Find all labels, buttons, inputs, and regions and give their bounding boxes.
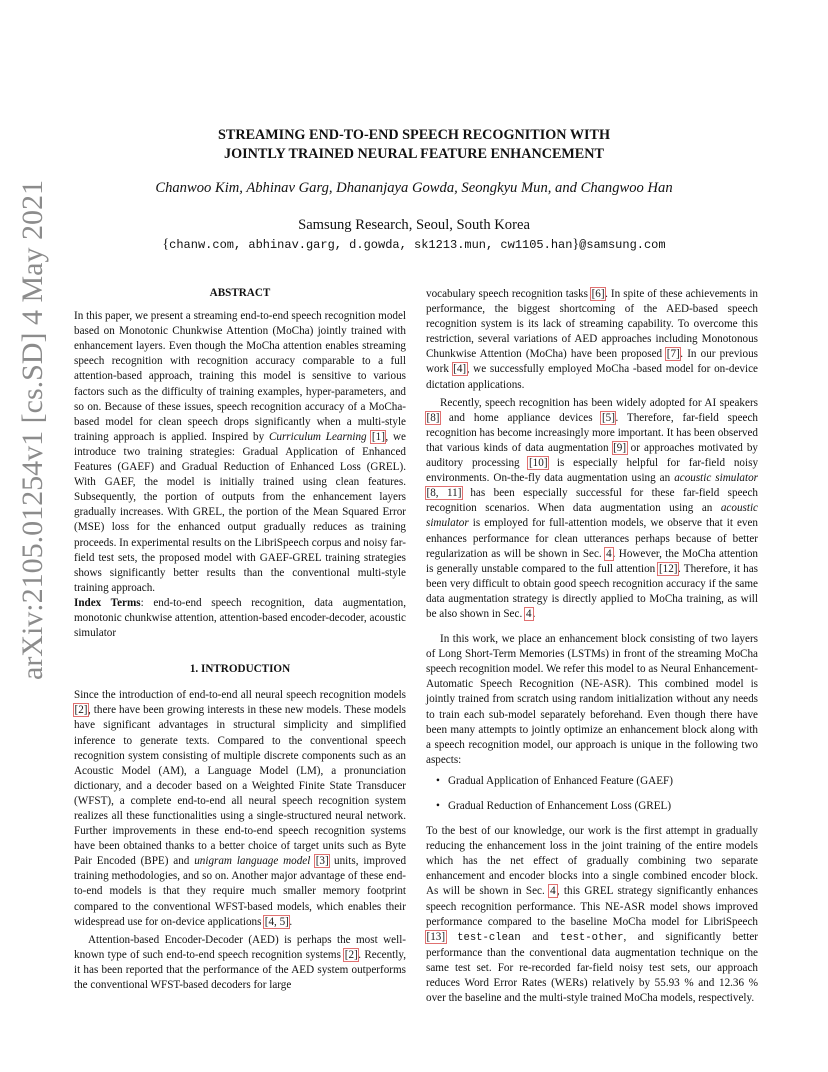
arxiv-identifier: arXiv:2105.01254v1 [cs.SD] 4 May 2021	[16, 180, 49, 680]
text-span: . Therefore, it has been very difficult to obtain good speech recognition accuracy if the same data augmentation strategy is directly applied to MoCha training, as will be also shown in Sec.	[426, 562, 758, 620]
text-span: . Recently, it has been reported that the performance of the AED system outperforms the conventional WFST-based decoders for large	[74, 948, 406, 992]
text-span: , and significantly better performance than the conventional data augmentation technique on the same test set. For re-recorded far-field noisy test sets, our approach reduces Word Error Rates (WERs) relatively by 55.93 % and 12.36 % over the baseline and the multi-style trained MoCha models, respectively.	[426, 930, 758, 1005]
text-span: is employed for full-attention models, we observe that it even enhances performance for clean utterances perhaps because of better regularization as will be shown in Sec.	[426, 517, 758, 560]
text-span: . In spite of these achievements in performance, the biggest shortcoming of the AED-based speech recognition system is its lack of streaming capability. To overcome this restriction, several variations of AED approaches including Monotonous Chunkwise Attention (MoCha) have been proposed	[426, 288, 758, 361]
intro-paragraph: In this work, we place an enhancement block consisting of two layers of Long Short-Term Memories (LSTMs) in front of the streaming MoCha speech recognition model. We refer this model to as Neural Enhancement-Automatic Speech Recognition (NE-ASR). This combined model is jointly trained from scratch using random initialization without any needs to train each sub-model separately beforehand. Even though there have been many attempts to jointly optimize an enhancement block along with a speech recognition model, our approach is unique in the following two aspects:	[426, 633, 758, 766]
citation-link[interactable]: [3]	[315, 855, 329, 868]
section-link[interactable]: 4	[606, 547, 612, 560]
title-line: STREAMING END-TO-END SPEECH RECOGNITION WITH	[217, 127, 611, 143]
emphasis-span: acoustic simulator	[426, 502, 758, 530]
intro-paragraph	[74, 688, 406, 930]
text-span: or approaches motivated by auditory processing	[426, 441, 758, 470]
text-span: , this GREL strategy significantly enhances speech recognition performance. This NE-ASR model shows improved performance compared to the baseline MoCha model for LibriSpeech	[426, 885, 758, 928]
email-names: chanw.com, abhinav.garg, d.gowda, sk1213.mun, cw1105.han	[169, 238, 573, 252]
abstract-span: In this paper, we present a streaming end-to-end speech recognition model based on Monotonic Chunkwise Attention (MoCha) jointly trained with enhancement layers. Even though the MoCha attention enables streaming speech recognition with recognition accuracy comparable to a full attention-based approach, training this model is sensitive to various factors such as the difficulty of training examples, hyper-parameters, and so on. Because of these issues, speech recognition accuracy of a MoCha-based model for clean speech drops significantly when a multi-style training approach is applied. Inspired by	[74, 310, 406, 443]
section-link[interactable]: 4	[550, 885, 556, 898]
list-item: • Gradual Reduction of Enhancement Loss (GREL)	[448, 799, 758, 814]
emphasis-span: acoustic simulator	[674, 472, 759, 485]
citation-link[interactable]: [12]	[658, 562, 678, 575]
text-span: .	[532, 607, 536, 620]
right-column	[426, 287, 758, 1006]
text-span: .	[289, 915, 293, 928]
index-terms-label: Index Terms	[74, 596, 141, 609]
list-item: • Gradual Application of Enhanced Feature (GAEF)	[448, 774, 758, 789]
brace-close: }	[572, 237, 580, 252]
brace-open: {	[162, 237, 170, 252]
text-span: vocabulary speech recognition tasks	[426, 288, 592, 300]
text-span: and	[520, 930, 560, 943]
index-terms	[74, 596, 406, 641]
intro-paragraph	[426, 824, 758, 1006]
citation-link[interactable]: [5]	[601, 411, 615, 424]
text-span: . In our previous work	[426, 348, 759, 376]
abstract-emphasis: Curriculum Learning	[268, 430, 367, 443]
text-span: and home appliance devices	[440, 411, 602, 424]
citation-link[interactable]: [6]	[591, 288, 605, 300]
citation-link[interactable]: [8]	[426, 411, 440, 424]
text-span: To the best of our knowledge, our work is the first attempt in gradually reducing the enhancement loss in the joint training of the entire models which has the net effect of gradually combining two separate enhancement and encoder blocks into a single combined encoder block. As will be shown in Sec.	[426, 825, 758, 898]
aspect-list	[426, 774, 758, 814]
text-span: , there have been growing interests in these new models. These models have significant advantages in structural simplicity and simplified inference to generate texts. Compared to the conventional speech recognition system consisting of multiple discrete components such as an Acoustic Model (AM), a Language Model (LM), a pronunciation dictionary, and a decoder based on a Weighted Finite State Transducer (WFST), a complete end-to-end all neural speech recognition system realizes all these functionalities using a single-structured neural network. Further improvements in these end-to-end speech recognition systems have been obtained thanks to a better choice of target units such as Byte Pair Encoded (BPE) and	[74, 704, 406, 868]
code-span: test-other	[559, 931, 624, 944]
affiliation: Samsung Research, Seoul, South Korea	[298, 217, 530, 233]
citation-link[interactable]: [2]	[74, 704, 88, 717]
text-span: Attention-based Encoder-Decoder (AED) is perhaps the most well-known type of such end-to-end speech recognition systems	[74, 933, 406, 961]
citation-link[interactable]: [8, 11]	[426, 487, 462, 500]
paper-title	[100, 126, 728, 164]
section-link[interactable]: 4	[526, 607, 532, 620]
citation-link[interactable]: [1]	[371, 430, 385, 443]
text-span: . However, the MoCha attention is generally unstable compared to the full attention	[426, 547, 758, 575]
code-span: test-clean	[457, 931, 521, 944]
email-domain: @samsung.com	[579, 238, 666, 252]
abstract-heading: ABSTRACT	[209, 287, 271, 299]
citation-link[interactable]: [4]	[453, 363, 467, 376]
introduction-heading: 1. INTRODUCTION	[189, 663, 291, 676]
citation-link[interactable]: [4, 5]	[264, 915, 289, 928]
citation-link[interactable]: [9]	[613, 441, 627, 454]
citation-link[interactable]: [13]	[426, 930, 446, 943]
title-line: JOINTLY TRAINED NEURAL FEATURE ENHANCEMENT	[224, 146, 604, 162]
left-column	[74, 286, 406, 993]
text-span: , we successfully employed MoCha -based model for on-device dictation applications.	[426, 363, 758, 391]
citation-link[interactable]: [7]	[666, 348, 680, 361]
text-span: Since the introduction of end-to-end all neural speech recognition models	[74, 689, 406, 702]
emphasis-span: unigram language model	[194, 855, 311, 868]
index-terms-text: : end-to-end speech recognition, data augmentation, monotonic chunkwise attention, attention-based encoder-decoder, acoustic simulator	[74, 596, 406, 640]
intro-paragraph	[426, 287, 758, 393]
citation-link[interactable]: [10]	[528, 457, 548, 470]
citation-link[interactable]: [2]	[344, 948, 358, 961]
intro-paragraph	[426, 396, 758, 622]
intro-paragraph	[74, 933, 406, 993]
author-list: Chanwoo Kim, Abhinav Garg, Dhananjaya Gowda, Seongkyu Mun, and Changwoo Han	[155, 180, 673, 196]
abstract-text	[74, 309, 406, 596]
text-span: is especially helpful for far-field noisy environments. On-the-fly data augmentation using an	[426, 457, 759, 485]
text-span: Recently, speech recognition has been widely adopted for AI speakers	[440, 396, 758, 409]
text-span: . Therefore, far-field speech recognition has become increasingly more important. It has been observed that various kinds of data augmentation	[426, 411, 758, 454]
abstract-span: , we introduce two training strategies: Gradual Application of Enhanced Features (GAEF) and Gradual Reduction of Enhanced Loss (GREL). With GAEF, the model is initially trained using clean features. Subsequently, the portion of outputs from the enhancement layers gradually increases. With GREL, the portion of the Mean Squared Error (MSE) loss for the enhanced output gradually reduces as training proceeds. In experimental results on the LibriSpeech corpus and noisy far-field test sets, the proposed model with GAEF-GREL training strategies shows significantly better results than the conventional multi-style training approach.	[74, 430, 406, 594]
text-span: has been especially successful for these far-field speech recognition scenarios. When data augmentation using an	[426, 487, 758, 515]
email-line	[90, 237, 738, 253]
text-span: units, improved training methodologies, and so on. Another major advantage of these end-to-end models is that they require much smaller memory footprint compared to the conventional WFST-based models, which enables their widespread use for on-device applications	[74, 855, 407, 928]
